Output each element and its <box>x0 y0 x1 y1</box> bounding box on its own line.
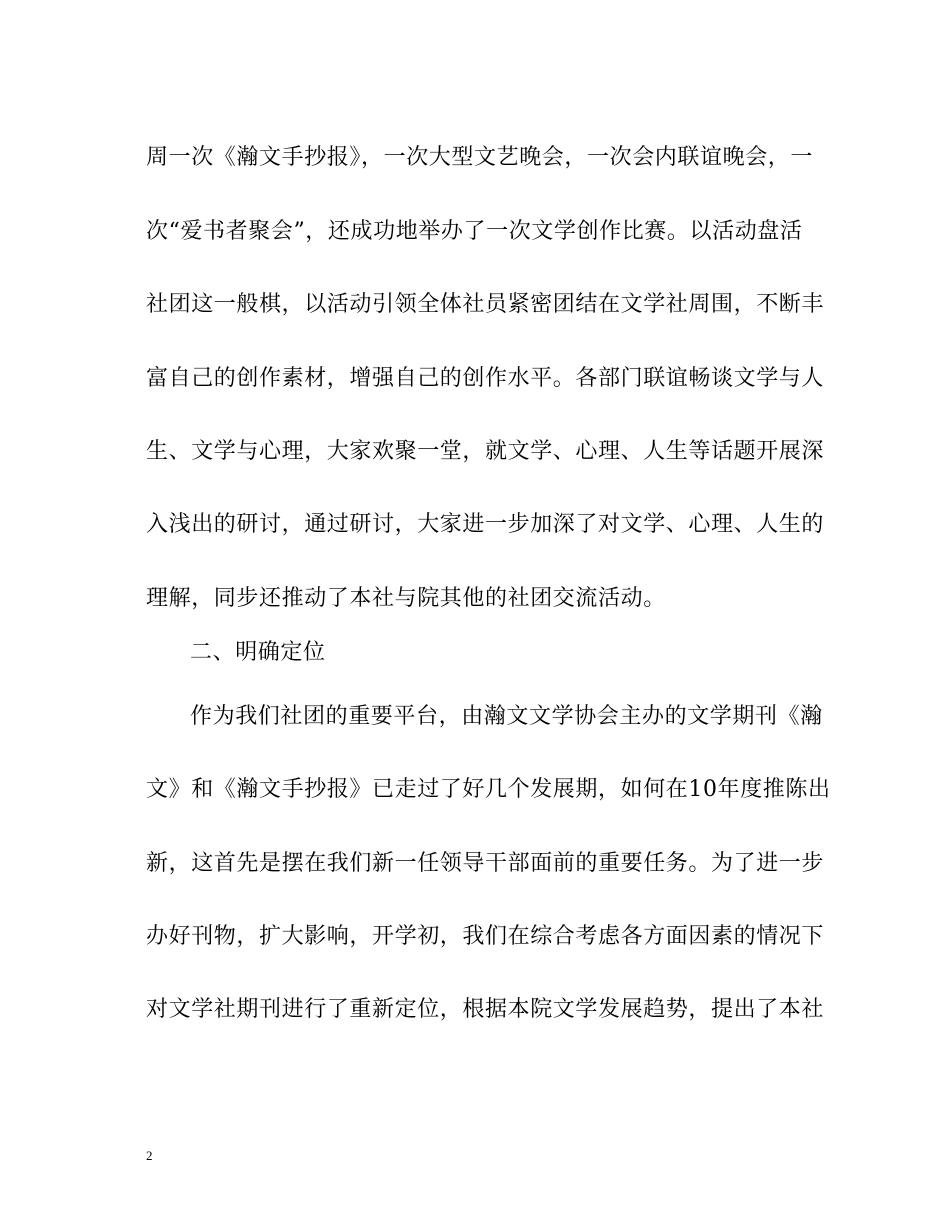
body-line-6: 入浅出的研讨，通过研讨，大家进一步加深了对文学、心理、人生的 <box>146 512 825 537</box>
body-line-7: 理解，同步还推动了本社与院其他的社团交流活动。 <box>146 586 666 611</box>
body-line-10: 文》和《瀚文手抄报》已走过了好几个发展期，如何在10年度推陈出 <box>146 777 831 802</box>
body-line-11: 新，这首先是摆在我们新一任领导干部面前的重要任务。为了进一步 <box>146 851 825 876</box>
body-line-5: 生、文学与心理，大家欢聚一堂，就文学、心理、人生等话题开展深 <box>146 439 825 464</box>
body-line-9: 作为我们社团的重要平台，由瀚文文学协会主办的文学期刊《瀚 <box>190 704 823 729</box>
section-heading: 二、明确定位 <box>190 640 326 665</box>
body-line-13: 对文学社期刊进行了重新定位，根据本院文学发展趋势，提出了本社 <box>146 997 825 1022</box>
body-line-3: 社团这一般棋，以活动引领全体社员紧密团结在文学社周围，不断丰 <box>146 292 825 317</box>
body-line-1: 周一次《瀚文手抄报》，一次大型文艺晚会，一次会内联谊晚会，一 <box>146 145 814 170</box>
body-line-12: 办好刊物，扩大影响，开学初，我们在综合考虑各方面因素的情况下 <box>146 924 825 949</box>
page-number: 2 <box>146 1148 153 1163</box>
body-line-2: 次“爱书者聚会”，还成功地举办了一次文学创作比赛。以活动盘活 <box>146 219 803 244</box>
body-line-4: 富自己的创作素材，增强自己的创作水平。各部门联谊畅谈文学与人 <box>146 366 825 391</box>
